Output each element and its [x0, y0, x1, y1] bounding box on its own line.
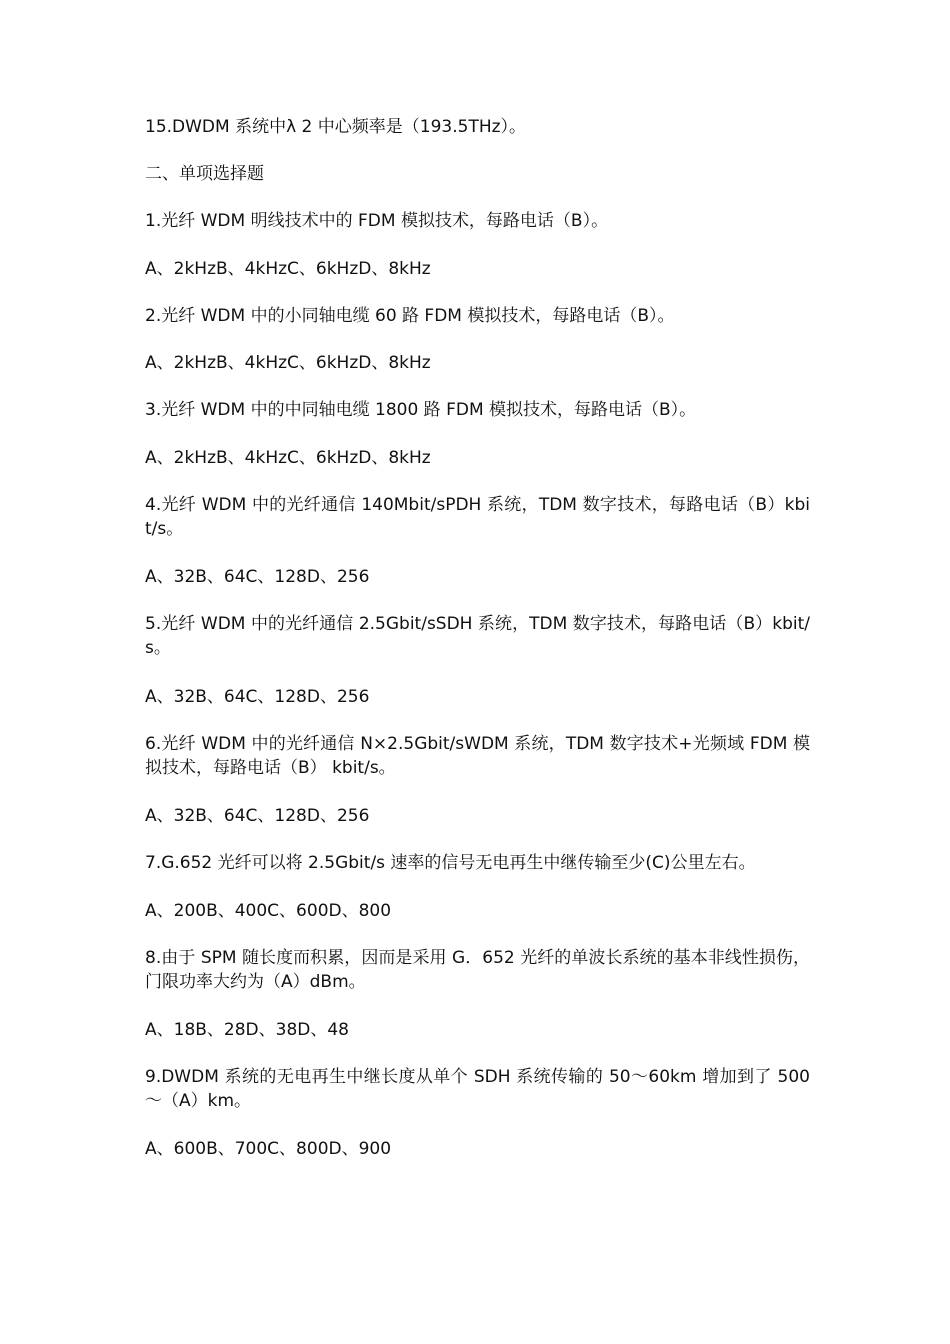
question-3-text: 3.光纤 WDM 中的中同轴电缆 1800 路 FDM 模拟技术，每路电话（B）。 [145, 400, 697, 420]
question-4-options: A、32B、64C、128D、256 [145, 567, 370, 587]
question-5-options: A、32B、64C、128D、256 [145, 687, 370, 707]
question-9-text: 9.DWDM 系统的无电再生中继长度从单个 SDH 系统传输的 50～60km 增加到了 500～（A）km。 [145, 1067, 810, 1111]
question-4-text: 4.光纤 WDM 中的光纤通信 140Mbit/sPDH 系统，TDM 数字技术，每路电话（B）kbit/s。 [145, 495, 810, 539]
question-9-options: A、600B、700C、800D、900 [145, 1139, 392, 1159]
question-2-text: 2.光纤 WDM 中的小同轴电缆 60 路 FDM 模拟技术，每路电话（B）。 [145, 306, 675, 326]
question-15-text: 15.DWDM 系统中λ 2 中心频率是（193.5THz）。 [145, 117, 527, 137]
section-heading-single-choice: 二、单项选择题 [145, 164, 264, 184]
question-1-text: 1.光纤 WDM 明线技术中的 FDM 模拟技术，每路电话（B）。 [145, 211, 609, 231]
question-6-text: 6.光纤 WDM 中的光纤通信 N×2.5Gbit/sWDM 系统，TDM 数字技术+光频域 FDM 模拟技术，每路电话（B） kbit/s。 [145, 734, 810, 778]
question-5-text: 5.光纤 WDM 中的光纤通信 2.5Gbit/sSDH 系统，TDM 数字技术，每路电话（B）kbit/s。 [145, 614, 810, 658]
question-7-options: A、200B、400C、600D、800 [145, 901, 392, 921]
question-8-options: A、18B、28D、38D、48 [145, 1020, 349, 1040]
question-7-text: 7.G.652 光纤可以将 2.5Gbit/s 速率的信号无电再生中继传输至少(C)公里左右。 [145, 853, 756, 873]
question-2-options: A、2kHzB、4kHzC、6kHzD、8kHz [145, 353, 431, 373]
question-3-options: A、2kHzB、4kHzC、6kHzD、8kHz [145, 448, 431, 468]
question-8-text: 8.由于 SPM 随长度而积累，因而是采用 G．652 光纤的单波长系统的基本非线性损伤，门限功率大约为（A）dBm。 [145, 948, 810, 992]
question-6-options: A、32B、64C、128D、256 [145, 806, 370, 826]
question-1-options: A、2kHzB、4kHzC、6kHzD、8kHz [145, 259, 431, 279]
